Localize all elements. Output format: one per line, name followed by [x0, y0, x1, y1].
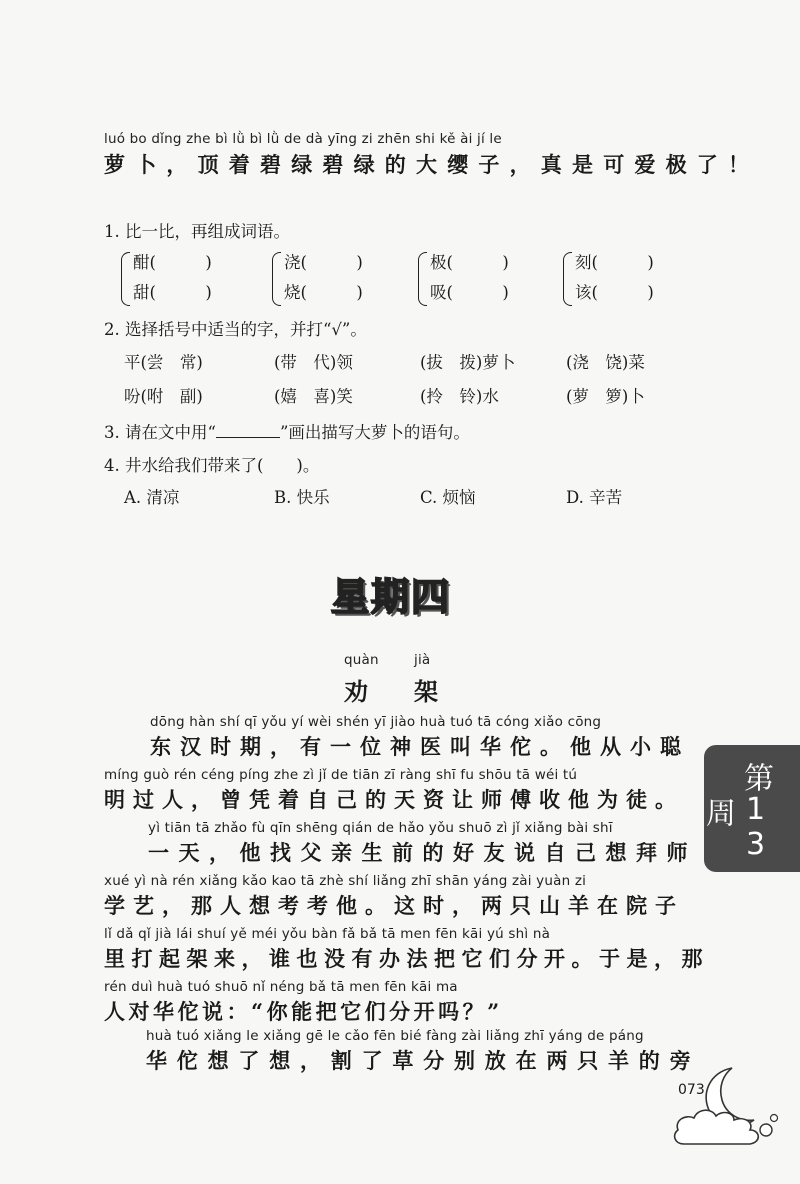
poem-text: 萝卜，顶着碧绿碧绿的大缨子，真是可爱极了！ — [104, 152, 760, 177]
question-2-label: 2. 选择括号中适当的字，并打“√”。 — [104, 320, 367, 339]
brace-icon — [418, 252, 427, 306]
word-pair-bottom: 该( ) — [575, 283, 654, 302]
word-pair-top: 极( ) — [430, 253, 509, 272]
question-3-text-after: ”画出描写大萝卜的语句。 — [279, 423, 470, 442]
word-pair-top: 浇( ) — [284, 253, 363, 272]
story-title-char-1: 劝 — [344, 677, 368, 706]
story-pinyin-line: rén duì huà tuó shuō nǐ néng bǎ tā men fēn kāi ma — [104, 979, 458, 995]
word-pair-3 — [430, 248, 509, 308]
story-pinyin-line: míng guò rén céng píng zhe zì jǐ de tiān zī ràng shī fu shōu tā wéi tú — [104, 767, 578, 783]
choice-item: (浇 饶)菜 — [566, 353, 645, 372]
choice-item: (嬉 喜)笑 — [274, 387, 353, 406]
story-text-line: 华佗想了想，割了草分别放在两只羊的旁 — [146, 1048, 701, 1073]
question-4-label: 4. 井水给我们带来了( )。 — [104, 456, 320, 475]
story-text-line: 里打起架来，谁也没有办法把它们分开。于是，那 — [104, 946, 709, 971]
story-text-line: 学艺，那人想考考他。这时，两只山羊在院子 — [104, 893, 684, 918]
word-pair-bottom: 吸( ) — [430, 283, 509, 302]
question-3-text-before: 3. 请在文中用“ — [104, 423, 216, 442]
moon-cloud-icon — [670, 1060, 782, 1150]
week-side-tab — [700, 745, 800, 872]
word-pair-bottom: 烧( ) — [284, 283, 363, 302]
question-1-label: 1. 比一比，再组成词语。 — [104, 222, 290, 241]
word-pair-1 — [133, 248, 212, 308]
choice-item: 平(尝 常) — [124, 353, 203, 372]
story-pinyin-line: yì tiān tā zhǎo fù qīn shēng qián de hǎo yǒu shuō zì jǐ xiǎng bài shī — [148, 820, 613, 836]
choice-item: (拎 铃)水 — [420, 387, 499, 406]
word-pair-bottom: 甜( ) — [133, 283, 212, 302]
week-side-tab-label: 第13周 — [700, 761, 773, 862]
brace-icon — [121, 252, 130, 306]
story-pinyin-line: dōng hàn shí qī yǒu yí wèi shén yī jiào huà tuó tā cóng xiǎo cōng — [150, 714, 602, 730]
word-pair-top: 刻( ) — [575, 253, 654, 272]
option-d: D. 辛苦 — [566, 488, 623, 507]
day-header: 星期四 — [331, 575, 452, 619]
brace-icon — [563, 252, 572, 306]
choice-item: (萝 箩)卜 — [566, 387, 645, 406]
option-c: C. 烦恼 — [420, 488, 476, 507]
story-text-line: 人对华佗说：“你能把它们分开吗？” — [104, 999, 503, 1024]
option-a: A. 清凉 — [124, 488, 180, 507]
word-pair-4 — [575, 248, 654, 308]
story-pinyin-line: huà tuó xiǎng le xiǎng gē le cǎo fēn bié fàng zài liǎng zhī yáng de páng — [146, 1028, 644, 1044]
story-pinyin-line: lǐ dǎ qǐ jià lái shuí yě méi yǒu bàn fǎ bǎ tā men fēn kāi yú shì nà — [104, 926, 551, 942]
word-pair-2 — [284, 248, 363, 308]
underline-blank — [216, 423, 280, 438]
word-pair-top: 酣( ) — [133, 253, 212, 272]
story-title-char-2: 架 — [414, 677, 438, 706]
brace-icon — [272, 252, 281, 306]
story-text-line: 东汉时期，有一位神医叫华佗。他从小聪 — [150, 734, 690, 759]
question-3-label — [104, 419, 470, 443]
poem-pinyin: luó bo dǐng zhe bì lǜ bì lǜ de dà yīng zi zhēn shi kě ài jí le — [104, 131, 502, 147]
title-pinyin-2: jià — [414, 652, 431, 668]
page-number: 073 — [678, 1082, 705, 1098]
choice-item: (拔 拨)萝卜 — [420, 353, 516, 372]
choice-item: (带 代)领 — [274, 353, 353, 372]
title-pinyin-1: quàn — [344, 652, 379, 668]
choice-item: 吩(咐 副) — [124, 387, 203, 406]
story-pinyin-line: xué yì nà rén xiǎng kǎo kao tā zhè shí liǎng zhī shān yáng zài yuàn zi — [104, 873, 587, 889]
story-text-line: 一天，他找父亲生前的好友说自己想拜师 — [148, 840, 697, 865]
option-b: B. 快乐 — [274, 488, 330, 507]
story-text-line: 明过人，曾凭着自己的天资让师傅收他为徒。 — [104, 787, 684, 812]
